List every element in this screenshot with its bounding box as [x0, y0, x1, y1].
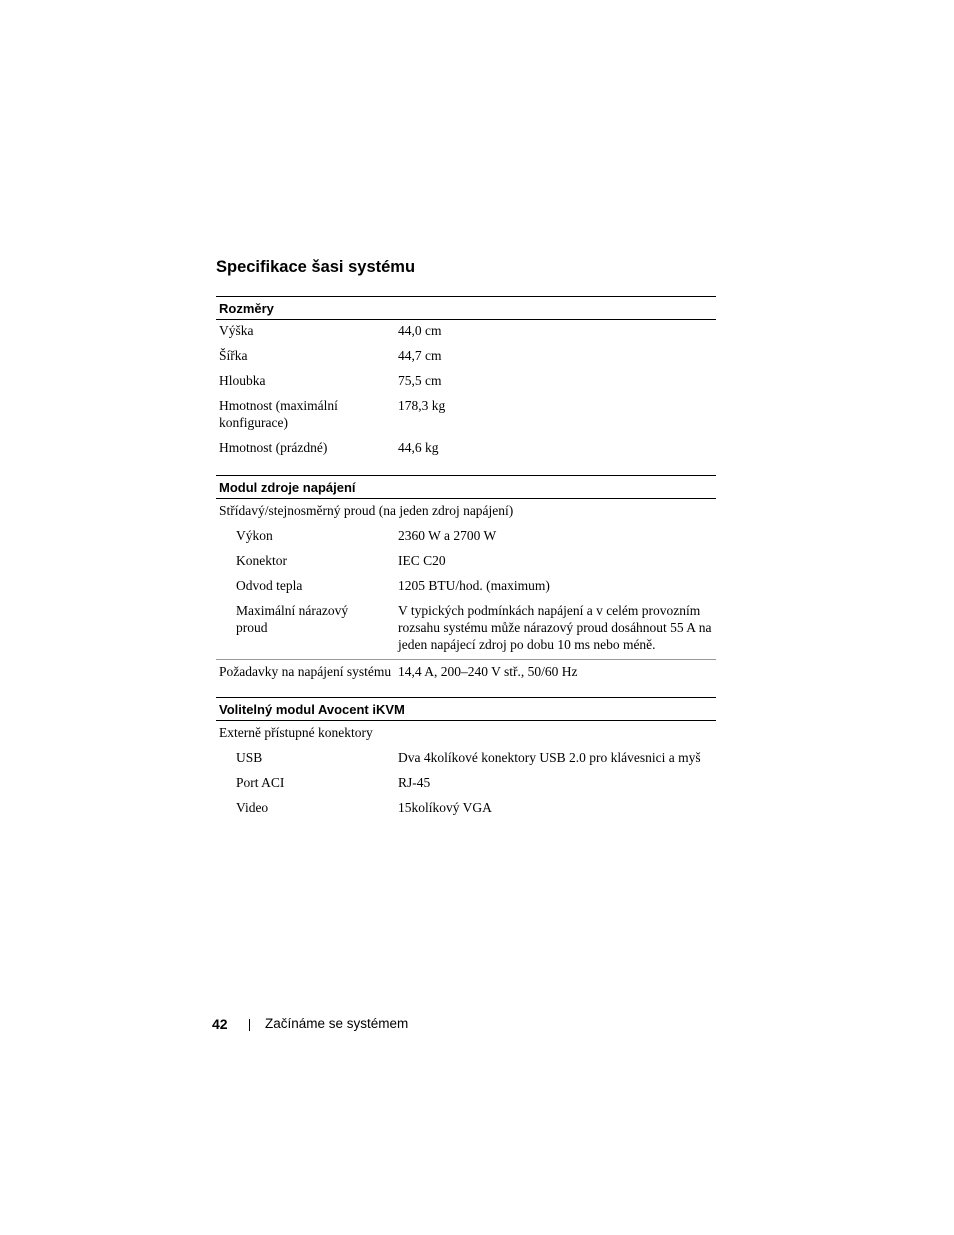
spec-label: Požadavky na napájení systému — [219, 664, 392, 679]
spec-label: Hmotnost (maximální konfigurace) — [219, 398, 338, 430]
spec-value: 2360 W a 2700 W — [398, 528, 497, 543]
spec-value: 14,4 A, 200–240 V stř., 50/60 Hz — [398, 664, 578, 679]
page-title: Specifikace šasi systému — [216, 258, 416, 276]
dimensions-heading: Rozměry — [216, 296, 716, 320]
spec-value: RJ-45 — [398, 775, 431, 790]
spec-row-weight-max — [216, 397, 716, 439]
spec-value: 44,0 cm — [398, 323, 442, 338]
spec-label: USB — [236, 750, 263, 765]
ikvm-heading: Volitelný modul Avocent iKVM — [216, 697, 716, 721]
spec-label: Odvod tepla — [236, 578, 303, 593]
chapter-title: Začínáme se systémem — [265, 1016, 409, 1031]
spec-group-label: Střídavý/stejnosměrný proud (na jeden zdroj napájení) — [219, 503, 514, 518]
spec-label: Šířka — [219, 348, 248, 363]
power-intro-row — [216, 502, 716, 527]
spec-value: V typických podmínkách napájení a v celém provozním rozsahu systému může nárazový proud dosáhnout 55 A na jeden napájecí zdroj po dobu 10 ms nebo méně. — [398, 603, 712, 652]
ikvm-section — [216, 697, 716, 824]
spec-value: 178,3 kg — [398, 398, 446, 413]
spec-group-label: Externě přístupné konektory — [219, 725, 373, 740]
spec-row-depth — [216, 372, 716, 397]
spec-label: Hloubka — [219, 373, 266, 388]
dimensions-section — [216, 296, 716, 464]
spec-row-aci — [216, 774, 716, 799]
spec-row-height — [216, 322, 716, 347]
spec-row-heat — [216, 577, 716, 602]
spec-label: Výška — [219, 323, 254, 338]
spec-value: IEC C20 — [398, 553, 446, 568]
spec-value: 15kolíkový VGA — [398, 800, 492, 815]
spec-label: Hmotnost (prázdné) — [219, 440, 328, 455]
spec-row-inrush — [216, 602, 716, 659]
spec-row-weight-empty — [216, 439, 716, 464]
spec-value: Dva 4kolíkové konektory USB 2.0 pro klávesnici a myš — [398, 750, 701, 765]
footer-divider — [249, 1019, 250, 1031]
spec-value: 44,6 kg — [398, 440, 439, 455]
spec-row-connector — [216, 552, 716, 577]
spec-label: Port ACI — [236, 775, 285, 790]
spec-row-video — [216, 799, 716, 824]
spec-value: 75,5 cm — [398, 373, 442, 388]
spec-row-width — [216, 347, 716, 372]
power-supply-section — [216, 475, 716, 687]
spec-label: Výkon — [236, 528, 273, 543]
spec-row-system-power — [216, 659, 716, 687]
ikvm-intro-row — [216, 724, 716, 749]
spec-label: Maximální nárazový proud — [236, 603, 349, 635]
spec-value: 44,7 cm — [398, 348, 442, 363]
spec-label: Konektor — [236, 553, 287, 568]
spec-label: Video — [236, 800, 269, 815]
spec-value: 1205 BTU/hod. (maximum) — [398, 578, 550, 593]
power-supply-heading: Modul zdroje napájení — [216, 475, 716, 499]
spec-row-output — [216, 527, 716, 552]
page-number: 42 — [212, 1016, 228, 1032]
spec-row-usb — [216, 749, 716, 774]
